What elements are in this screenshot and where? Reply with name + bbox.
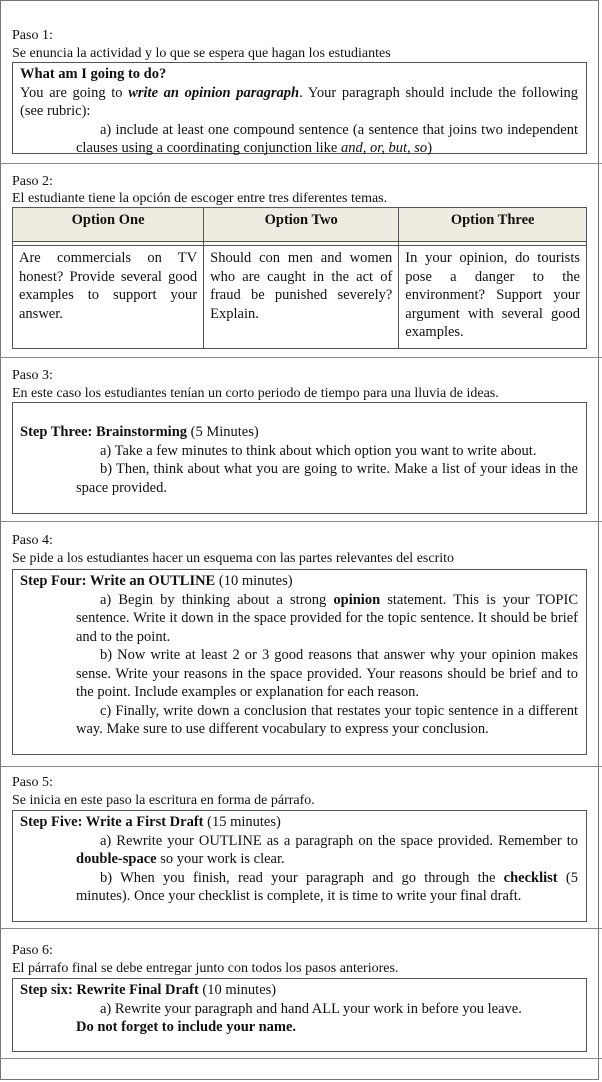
options-table bbox=[12, 207, 587, 349]
option-two-text: Should con men and women who are caught in the act of fraud be punished severely? Explain. bbox=[204, 246, 399, 349]
paso3-item-b: b) Then, think about what you are going to write. Make a list of your ideas in the space provided. bbox=[76, 461, 578, 496]
section-divider bbox=[0, 928, 602, 929]
section-divider bbox=[0, 521, 602, 522]
paso3-box bbox=[12, 402, 587, 514]
paso4-item-c: c) Finally, write down a conclusion that restates your topic sentence in a different way. Make sure to use different vocabulary to express your conclusion. bbox=[76, 702, 578, 737]
option-three-text: In your opinion, do tourists pose a danger to the environment? Support your argument with several good examples. bbox=[399, 246, 587, 349]
option-three-header: Option Three bbox=[399, 208, 587, 242]
paso6-reminder: Do not forget to include your name. bbox=[76, 1019, 297, 1035]
section-divider bbox=[0, 357, 602, 358]
paso4-item-a: a) Begin by thinking about a strong opinion statement. This is your TOPIC sentence. Write it down in the space provided for the topic sentence. It should be brief and to the point. bbox=[76, 591, 578, 645]
paso3-description: En este caso los estudiantes tenían un corto periodo de tiempo para una lluvia de ideas. bbox=[12, 386, 499, 401]
paso5-box bbox=[12, 810, 587, 922]
paso5-label: Paso 5: bbox=[12, 775, 53, 790]
section-divider bbox=[0, 766, 602, 767]
section-divider bbox=[0, 163, 602, 164]
paso4-label: Paso 4: bbox=[12, 533, 53, 548]
paso6-heading: Step six: Rewrite Final Draft (10 minutes) bbox=[20, 982, 277, 998]
paso4-heading: Step Four: Write an OUTLINE (10 minutes) bbox=[20, 573, 293, 589]
section-divider bbox=[0, 1058, 602, 1059]
paso6-box bbox=[12, 978, 587, 1052]
paso1-box bbox=[12, 62, 587, 154]
paso6-description: El párrafo final se debe entregar junto con todos los pasos anteriores. bbox=[12, 961, 399, 976]
option-one-text: Are commercials on TV honest? Provide several good examples to support your answer. bbox=[13, 246, 204, 349]
paso1-description: Se enuncia la actividad y lo que se espera que hagan los estudiantes bbox=[12, 46, 391, 61]
paso6-item-a: a) Rewrite your paragraph and hand ALL your work in before you leave. bbox=[100, 1000, 522, 1017]
paso2-label: Paso 2: bbox=[12, 174, 53, 189]
paso1-item-a: a) include at least one compound sentence (a sentence that joins two independent clauses using a coordinating conjunction like and, or, but, so) bbox=[76, 121, 578, 156]
paso5-item-b: b) When you finish, read your paragraph and go through the checklist (5 minutes). Once your checklist is complete, it is time to write your final draft. bbox=[76, 869, 578, 904]
paso1-heading: What am I going to do? bbox=[20, 66, 167, 82]
paso3-label: Paso 3: bbox=[12, 368, 53, 383]
paso1-label: Paso 1: bbox=[12, 28, 53, 43]
paso4-description: Se pide a los estudiantes hacer un esquema con las partes relevantes del escrito bbox=[12, 551, 455, 566]
paso1-intro: You are going to write an opinion paragraph. Your paragraph should include the following (see rubric): bbox=[20, 84, 578, 119]
paso4-box bbox=[12, 569, 587, 755]
option-two-header: Option Two bbox=[204, 208, 399, 242]
paso5-item-a: a) Rewrite your OUTLINE as a paragraph on the space provided. Remember to double-space so your work is clear. bbox=[76, 832, 578, 867]
paso3-heading: Step Three: Brainstorming (5 Minutes) bbox=[20, 424, 259, 440]
paso5-heading: Step Five: Write a First Draft (15 minutes) bbox=[20, 814, 281, 830]
paso6-label: Paso 6: bbox=[12, 943, 53, 958]
paso4-item-b: b) Now write at least 2 or 3 good reasons that answer why your opinion makes sense. Write your reasons in the space provided. Your reasons should be brief and to the point. Include examples or explanation for each reason. bbox=[76, 647, 578, 700]
paso2-description: El estudiante tiene la opción de escoger entre tres diferentes temas. bbox=[12, 191, 388, 206]
paso5-description: Se inicia en este paso la escritura en forma de párrafo. bbox=[12, 793, 315, 808]
option-one-header: Option One bbox=[13, 208, 204, 242]
paso3-item-a: a) Take a few minutes to think about which option you want to write about. bbox=[100, 442, 537, 459]
